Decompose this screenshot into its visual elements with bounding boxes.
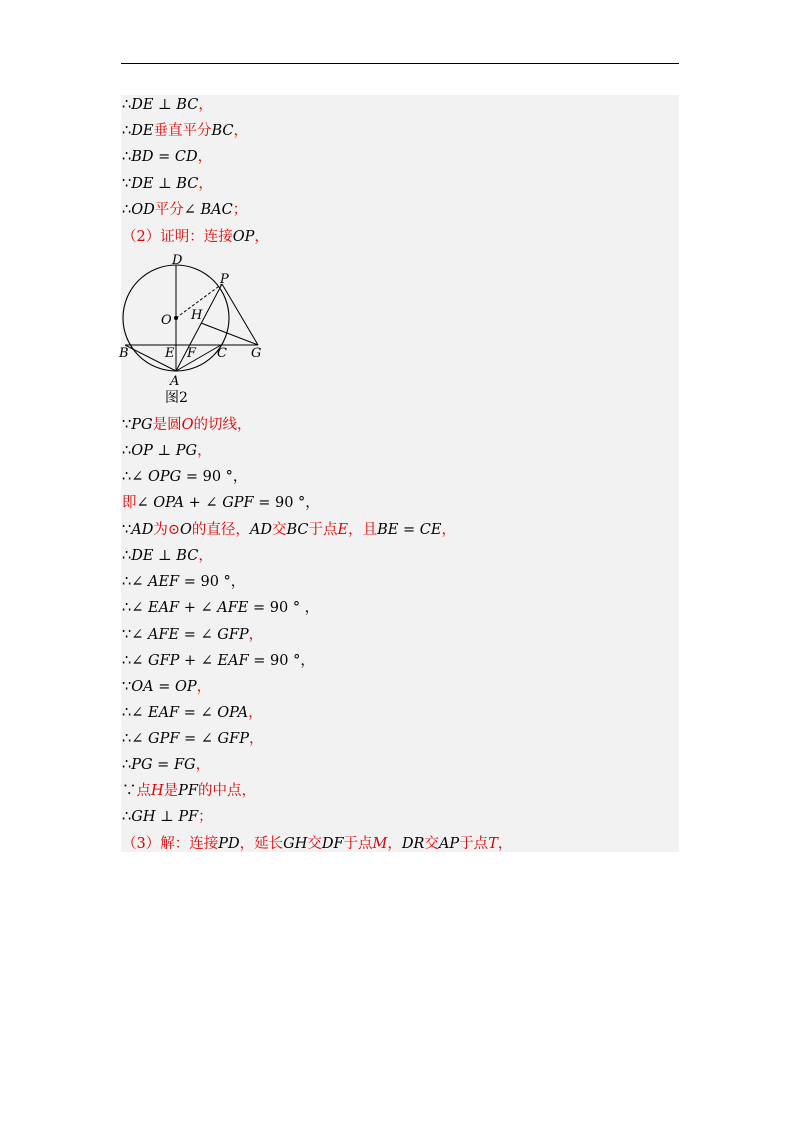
text-run: EAF (148, 600, 180, 616)
text-run: ， (497, 836, 513, 852)
text-run: CE (419, 522, 442, 538)
text-run: 的直径， (191, 522, 250, 538)
text-run: ∠ (131, 600, 148, 616)
solution-line (122, 730, 263, 748)
text-run: O (180, 522, 192, 538)
text-run: ∴ (122, 97, 132, 113)
text-run: BC (211, 123, 234, 139)
text-run: ∠ (183, 202, 201, 218)
geometry-figure (118, 252, 268, 407)
text-run: ， (198, 176, 213, 192)
text-run: AFE (217, 600, 249, 616)
text-run: OP (174, 679, 197, 695)
text-run: ∴ (122, 600, 132, 616)
text-run: ∴ (122, 123, 132, 139)
text-run: 的切线， (193, 417, 252, 433)
text-run: FG (173, 757, 196, 773)
label-c: C (217, 346, 227, 361)
text-run: ， (197, 149, 213, 165)
text-run: ∴ (122, 757, 132, 773)
solution-line (122, 808, 213, 826)
text-run: ， (248, 705, 263, 721)
text-run: ∠ (131, 653, 148, 669)
text-run: T (488, 836, 498, 852)
text-run: OP (232, 229, 255, 245)
text-run: AD (249, 522, 272, 538)
text-run: E (337, 522, 349, 538)
text-run: ∴ (122, 469, 132, 485)
text-run: BC (286, 522, 309, 538)
label-o: O (161, 313, 172, 328)
text-run: M (372, 836, 388, 852)
text-run: = ∠ (179, 731, 218, 747)
text-run: PG (131, 757, 153, 773)
text-run: = 90 ° ， (248, 600, 320, 616)
text-run: = ∠ (179, 627, 218, 643)
text-run: = (153, 149, 175, 165)
text-run: ， (254, 229, 269, 245)
text-run: ∵ (122, 417, 132, 433)
text-run: ∵ (122, 522, 132, 538)
text-run: GH (283, 836, 308, 852)
text-run: ， (198, 97, 213, 113)
text-run: GPF (222, 495, 254, 511)
text-run: ∴ (122, 653, 132, 669)
solution-line (122, 201, 247, 219)
text-run: ∠ (131, 627, 148, 643)
text-run: ∠ (131, 705, 148, 721)
text-run: 是 (163, 783, 179, 799)
text-run: GPF (148, 731, 180, 747)
text-run: ∴ (122, 731, 132, 747)
label-a: A (170, 374, 180, 389)
text-run: H (151, 783, 164, 799)
text-run: 于点 (308, 522, 338, 538)
text-run: 交 (307, 836, 322, 852)
text-run: GFP (217, 731, 249, 747)
text-run: ， (198, 548, 213, 564)
text-run: ∠ (131, 731, 148, 747)
solution-line (122, 782, 256, 800)
text-run: 点 (136, 783, 151, 799)
solution-line (122, 494, 320, 512)
text-run: PG (131, 417, 153, 433)
text-run: ∴ (122, 149, 132, 165)
solution-line (122, 626, 263, 644)
text-run: OP ⊥ PG (131, 443, 198, 459)
text-run: ∴ (122, 705, 132, 721)
solution-line (122, 835, 512, 853)
text-run: + ∠ (179, 600, 218, 616)
text-run: ∴ (122, 574, 132, 590)
text-run: 的中点， (197, 783, 256, 799)
text-run: DE ⊥ BC (131, 548, 199, 564)
text-run: ， (387, 836, 402, 852)
text-run: DF (321, 836, 344, 852)
text-run: 于点 (343, 836, 373, 852)
text-run: ∴ (122, 443, 132, 459)
label-f: F (187, 346, 197, 361)
text-run: BAC (200, 202, 233, 218)
solution-line (122, 704, 263, 722)
solution-line (122, 468, 247, 486)
solution-line (122, 122, 248, 140)
label-g: G (251, 346, 262, 361)
text-run: = 90 °， (253, 495, 320, 511)
solution-line (122, 228, 269, 246)
text-run: = 90 °， (181, 469, 248, 485)
text-run: = (153, 679, 175, 695)
text-run: ∠ (131, 469, 148, 485)
text-run: = (152, 757, 174, 773)
text-run: DE (131, 123, 154, 139)
text-run: ∠ (136, 495, 154, 511)
solution-line (122, 678, 211, 696)
text-run: GFP (148, 653, 180, 669)
text-run: ∵ (122, 627, 132, 643)
header-rule (121, 63, 679, 64)
solution-line (122, 175, 213, 193)
text-run: ∴ (122, 202, 132, 218)
text-run: OPG (148, 469, 182, 485)
text-run: （3）解：连接 (122, 836, 219, 852)
text-run: 于点 (459, 836, 489, 852)
text-run: = 90 °， (179, 574, 246, 590)
text-run: ，且 (348, 522, 378, 538)
text-run: OD (131, 202, 155, 218)
text-run: ， (441, 522, 456, 538)
text-run: ， (196, 679, 212, 695)
text-run: = (398, 522, 420, 538)
text-run: + ∠ (184, 495, 223, 511)
text-run: 平分 (154, 202, 184, 218)
text-run: ， (195, 757, 211, 773)
solution-line (122, 547, 213, 565)
solution-line (122, 416, 251, 434)
text-run: ； (198, 809, 213, 825)
text-run: 垂直平分 (153, 123, 212, 139)
text-run: DE ⊥ BC (131, 97, 199, 113)
text-run: ∴ (122, 809, 132, 825)
text-run: O (181, 417, 194, 433)
text-run: OA (131, 679, 154, 695)
text-run: ， (233, 123, 248, 139)
figure-caption: 图2 (165, 390, 188, 406)
text-run: BD (131, 149, 154, 165)
solution-line (122, 148, 212, 166)
text-run: AEF (148, 574, 180, 590)
text-run: 交 (272, 522, 287, 538)
text-run: ； (232, 202, 248, 218)
text-run: ∵ (122, 176, 132, 192)
text-run: = 90 °， (248, 653, 315, 669)
text-run: CD (174, 149, 198, 165)
text-run: 是圆 (152, 417, 182, 433)
text-run: AP (438, 836, 460, 852)
text-run: EAF (148, 705, 180, 721)
label-e: E (165, 346, 175, 361)
text-run: ， (197, 443, 212, 459)
text-run: DR (401, 836, 425, 852)
text-run: GFP (217, 627, 249, 643)
text-run: PD (218, 836, 240, 852)
text-run: AFE (148, 627, 180, 643)
text-run: GH ⊥ PF (131, 809, 199, 825)
solution-line (122, 573, 245, 591)
label-b: B (119, 346, 129, 361)
text-run: DE ⊥ BC (131, 176, 199, 192)
text-run: = ∠ (179, 705, 218, 721)
text-run: ∠ (131, 574, 148, 590)
solution-line (122, 521, 456, 539)
text-run: BE (377, 522, 399, 538)
solution-line (122, 599, 319, 617)
text-run: 交 (424, 836, 439, 852)
solution-line (122, 652, 315, 670)
text-run: 即 (122, 495, 137, 511)
solution-line (122, 96, 213, 114)
text-run: OPA (153, 495, 185, 511)
solution-line (122, 442, 212, 460)
text-run: （2）证明：连接 (122, 229, 233, 245)
text-run: PF (178, 783, 198, 799)
text-run: ， (248, 627, 264, 643)
solution-line (122, 756, 210, 774)
text-run: ∵ (122, 679, 132, 695)
text-run: ∵ (122, 783, 137, 799)
label-d: D (172, 253, 183, 268)
text-run: 为⊙ (153, 522, 180, 538)
text-run: ， (248, 731, 264, 747)
text-run: AD (131, 522, 154, 538)
label-p: P (220, 272, 229, 287)
label-h: H (191, 308, 203, 323)
text-run: ∴ (122, 548, 132, 564)
text-run: EAF (217, 653, 249, 669)
text-run: + ∠ (179, 653, 218, 669)
text-run: OPA (217, 705, 249, 721)
text-run: ，延长 (239, 836, 284, 852)
